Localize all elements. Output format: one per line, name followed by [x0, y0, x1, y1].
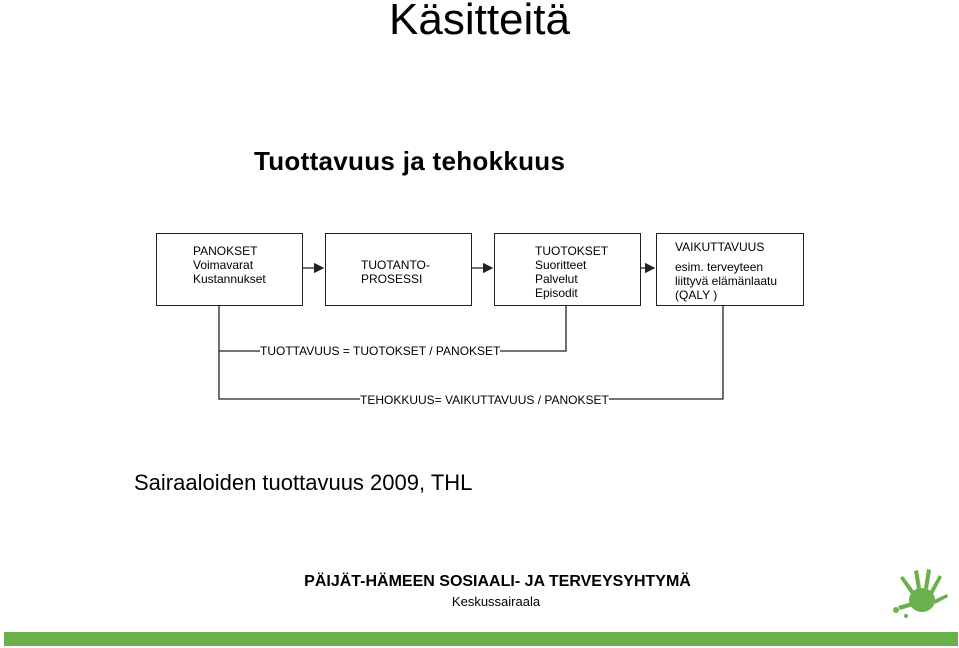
vaikuttavuus-line-3: (QALY ): [675, 288, 718, 302]
tuotantoprosessi-line-2: PROSESSI: [361, 272, 423, 286]
slide-title: Käsitteitä: [389, 0, 570, 44]
vaikuttavuus-line-1: esim. terveyteen: [675, 260, 764, 274]
tuotantoprosessi-box: [325, 233, 472, 306]
panokset-heading: PANOKSET: [193, 244, 258, 258]
slide-subtitle: Sairaaloiden tuottavuus 2009, THL: [134, 470, 473, 495]
tehokkuus-formula: TEHOKKUUS= VAIKUTTAVUUS / PANOKSET: [360, 393, 609, 407]
footer-accent-bar: [4, 632, 958, 646]
vaikuttavuus-line-2: liittyvä elämänlaatu: [675, 274, 778, 288]
vaikuttavuus-heading: VAIKUTTAVUUS: [675, 240, 765, 254]
tuotokset-line-3: Episodit: [535, 286, 578, 300]
diagram-title: Tuottavuus ja tehokkuus: [254, 146, 566, 176]
vaikuttavuus-box: [656, 233, 804, 306]
tuottavuus-formula: TUOTTAVUUS = TUOTOKSET / PANOKSET: [260, 344, 501, 358]
tuotokset-heading: TUOTOKSET: [535, 244, 609, 258]
hand-print-icon: [892, 566, 948, 620]
tuotokset-line-1: Suoritteet: [535, 258, 587, 272]
tuotantoprosessi-line-1: TUOTANTO-: [361, 258, 430, 272]
organization-name: PÄIJÄT-HÄMEEN SOSIAALI- JA TERVEYSYHTYMÄ: [304, 573, 691, 590]
tuotokset-box: [494, 233, 641, 306]
panokset-line-2: Kustannukset: [193, 272, 266, 286]
organization-unit: Keskussairaala: [451, 594, 541, 609]
tuotokset-line-2: Palvelut: [535, 272, 578, 286]
panokset-line-1: Voimavarat: [193, 258, 254, 272]
panokset-box: [156, 233, 303, 306]
